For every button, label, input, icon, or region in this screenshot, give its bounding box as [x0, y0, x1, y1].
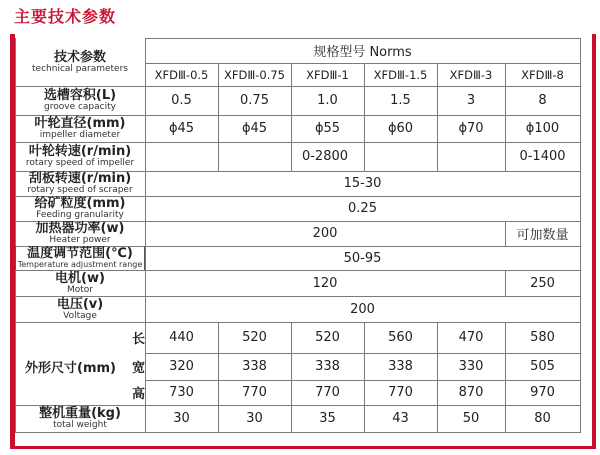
length-value: 440 — [169, 330, 194, 345]
impeller-diameter-label-en: impeller diameter — [39, 130, 121, 140]
scraper-speed-label — [15, 171, 145, 196]
param-header — [15, 38, 145, 86]
weight-value: 30 — [246, 411, 263, 426]
length-value: 580 — [530, 330, 555, 345]
groove-value: 0.5 — [171, 93, 192, 108]
model-cell: XFDⅢ-0.5 — [154, 67, 209, 82]
motor-value: 120 — [312, 275, 338, 291]
groove-label-zh: 选槽容积(L) — [43, 88, 117, 103]
scraper-speed-value: 15-30 — [343, 176, 382, 191]
granularity-value: 0.25 — [348, 201, 377, 216]
voltage-label — [15, 296, 145, 322]
motor-value-large: 250 — [530, 275, 555, 291]
granularity-label-zh: 给矿粒度(mm) — [34, 196, 126, 211]
groove-value: 0.75 — [240, 93, 269, 108]
height-value: 770 — [242, 385, 267, 400]
impeller-diameter-value: ϕ45 — [168, 121, 195, 136]
groove-value: 8 — [538, 93, 547, 108]
heater-label-zh: 加热器功率(w) — [35, 221, 125, 236]
impeller-speed-label-en: rotary speed of impeller — [25, 158, 135, 168]
motor-label-en: Motor — [66, 284, 93, 295]
spec-header: 规格型号 Norms — [313, 45, 412, 60]
weight-value: 50 — [462, 411, 480, 426]
weight-label — [15, 405, 145, 432]
granularity-label-en: Feeding granularity — [36, 210, 124, 220]
voltage-label-zh: 电压(v) — [56, 296, 104, 312]
impeller-speed-value-large: 0-1400 — [519, 149, 566, 164]
weight-value: 35 — [319, 411, 336, 426]
voltage-value: 200 — [350, 301, 375, 317]
granularity-label — [15, 196, 145, 221]
heater-label — [15, 221, 145, 246]
impeller-speed-label-zh: 叶轮转速(r/min) — [28, 144, 132, 159]
impeller-diameter-value: ϕ70 — [458, 121, 484, 136]
length-value: 520 — [242, 330, 267, 345]
motor-label — [15, 270, 145, 296]
impeller-diameter-value: ϕ100 — [525, 121, 560, 136]
param-header-zh: 技术参数 — [53, 49, 106, 65]
width-value: 505 — [530, 359, 555, 374]
groove-value: 1.0 — [317, 93, 338, 108]
impeller-diameter-label — [15, 115, 145, 142]
heater-value: 200 — [312, 226, 338, 241]
width-value: 338 — [242, 359, 267, 374]
impeller-speed-value: 0-2800 — [301, 149, 349, 164]
impeller-diameter-value: ϕ55 — [314, 121, 341, 136]
length-value: 520 — [315, 330, 340, 345]
width-value: 330 — [458, 359, 484, 374]
width-value: 320 — [169, 359, 194, 374]
impeller-diameter-value: ϕ60 — [387, 121, 414, 136]
length-value: 560 — [388, 330, 413, 345]
weight-label-en: total weight — [53, 420, 107, 430]
groove-value: 3 — [466, 93, 476, 108]
height-value: 770 — [388, 385, 413, 400]
width-value: 338 — [315, 359, 340, 374]
heater-value-large: 可加数量 — [516, 228, 569, 243]
spec-table — [15, 38, 580, 433]
weight-value: 80 — [534, 411, 551, 426]
model-cell: XFDⅢ-0.75 — [223, 67, 286, 82]
groove-label-en: groove capacity — [44, 102, 116, 112]
height-value: 770 — [315, 385, 340, 400]
impeller-diameter-label-zh: 叶轮直径(mm) — [34, 116, 126, 131]
height-value: 870 — [458, 385, 484, 400]
height-value: 730 — [169, 385, 194, 400]
scraper-speed-label-zh: 刮板转速(r/min) — [28, 171, 132, 186]
scraper-speed-label-en: rotary speed of scraper — [27, 185, 133, 195]
voltage-label-en: Voltage — [63, 310, 97, 321]
bottom-accent-bar — [10, 446, 596, 449]
grid-line — [15, 432, 580, 433]
groove-value: 1.5 — [390, 93, 411, 108]
weight-label-zh: 整机重量(kg) — [39, 406, 121, 421]
motor-label-zh: 电机(w) — [55, 270, 105, 286]
model-cell: XFDⅢ-1 — [306, 67, 349, 82]
width-label: 宽 — [131, 361, 145, 376]
right-accent-bar — [592, 34, 596, 448]
grid-line — [580, 38, 581, 433]
temperature-label — [15, 246, 145, 270]
impeller-diameter-value: ϕ45 — [241, 121, 268, 136]
temperature-value: 50-95 — [343, 250, 382, 266]
weight-value: 43 — [392, 411, 409, 426]
temperature-label-zh: 温度调节范围(℃) — [27, 246, 133, 261]
param-header-en: technical parameters — [32, 63, 128, 74]
groove-label — [15, 86, 145, 115]
length-label: 长 — [131, 332, 145, 347]
model-cell: XFDⅢ-1.5 — [373, 67, 428, 82]
length-value: 470 — [458, 330, 484, 345]
height-value: 970 — [530, 385, 555, 400]
temperature-label-box — [15, 246, 145, 270]
model-cell: XFDⅢ-8 — [521, 67, 564, 82]
dimensions-label: 外形尺寸(mm) — [25, 361, 116, 376]
section-title: 主要技术参数 — [14, 7, 117, 26]
weight-value: 30 — [173, 411, 190, 426]
heater-label-en: Heater power — [49, 235, 111, 245]
impeller-speed-label — [15, 142, 145, 171]
height-label: 高 — [131, 387, 145, 402]
width-value: 338 — [388, 359, 413, 374]
temperature-label-en: Temperature adjustment range — [17, 260, 143, 269]
model-cell: XFDⅢ-3 — [449, 67, 493, 82]
